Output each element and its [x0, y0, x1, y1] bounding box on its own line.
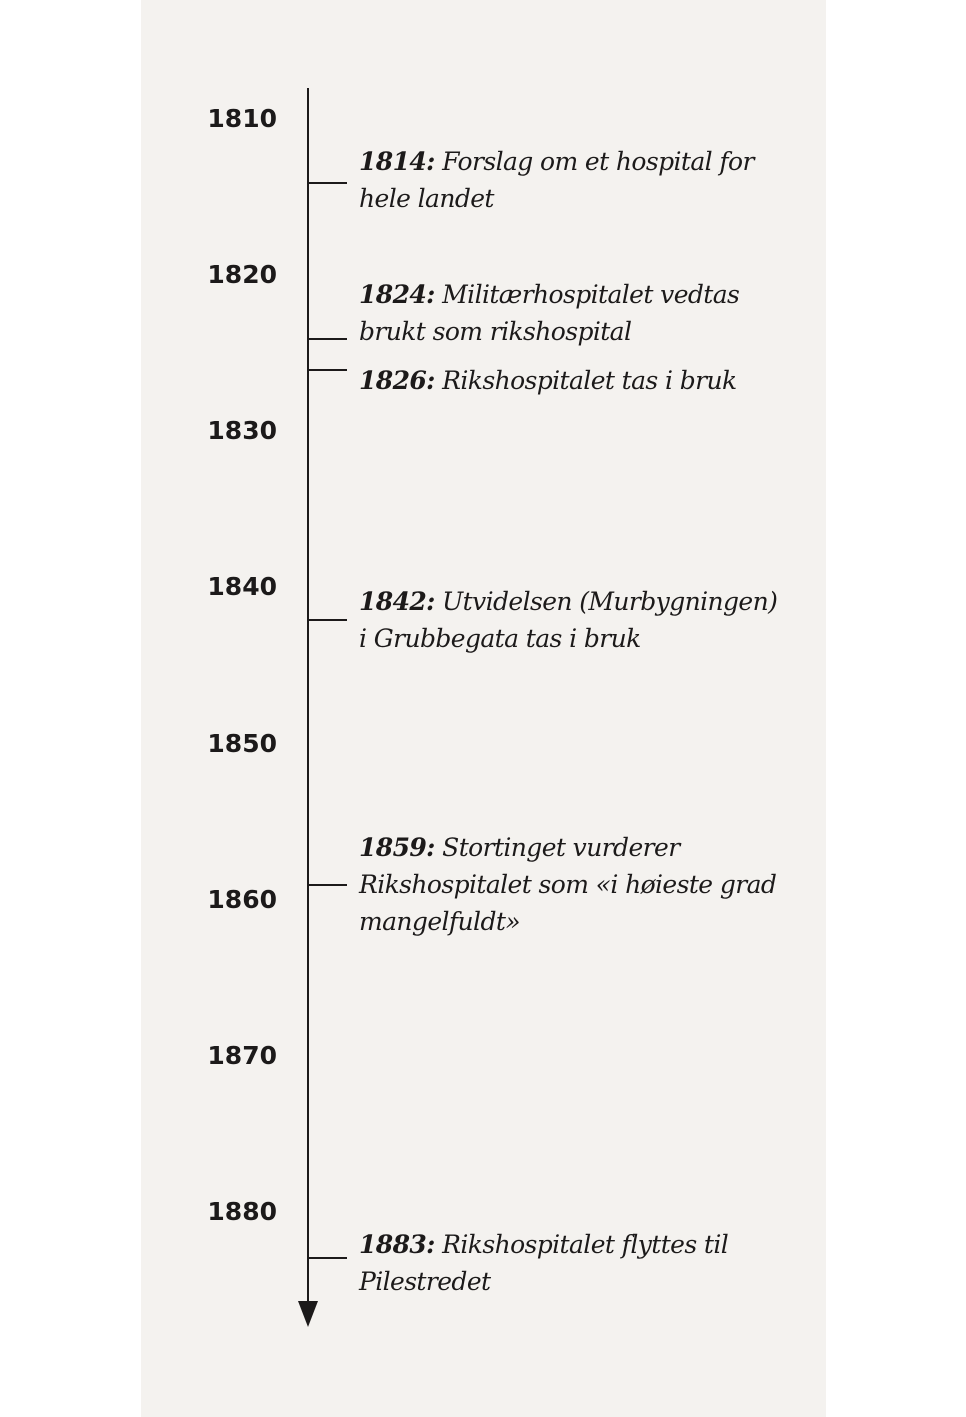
- decade-label: 1810: [207, 104, 277, 133]
- event-tick: [308, 369, 347, 371]
- event-year: 1859:: [359, 833, 435, 862]
- event-text: Utvidelsen (Murbygningen) i Grubbegata tas i bruk: [359, 587, 778, 653]
- event-1824: [359, 276, 779, 350]
- event-tick: [308, 1257, 347, 1259]
- event-1842: [359, 583, 779, 657]
- decade-label: 1860: [207, 885, 277, 914]
- event-text: Stortinget vurderer Rikshospitalet som «i høieste grad mangelfuldt»: [359, 833, 777, 936]
- event-year: 1814:: [359, 147, 435, 176]
- event-year: 1883:: [359, 1230, 435, 1259]
- decade-label: 1870: [207, 1041, 277, 1070]
- event-1883: [359, 1226, 779, 1300]
- event-year: 1842:: [359, 587, 435, 616]
- event-text: Forslag om et hospital for hele landet: [359, 147, 754, 213]
- decade-label: 1840: [207, 572, 277, 601]
- event-1814: [359, 143, 779, 217]
- decade-label: 1850: [207, 729, 277, 758]
- event-text: Rikshospitalet tas i bruk: [442, 366, 737, 395]
- decade-label: 1880: [207, 1197, 277, 1226]
- axis-arrow-down-icon: [298, 1301, 318, 1327]
- decade-label: 1820: [207, 260, 277, 289]
- event-text: Militærhospitalet vedtas brukt som rikshospital: [359, 280, 740, 346]
- timeline-axis: [307, 88, 309, 1303]
- event-tick: [308, 619, 347, 621]
- event-year: 1824:: [359, 280, 435, 309]
- decade-label: 1830: [207, 416, 277, 445]
- event-tick: [308, 182, 347, 184]
- event-text: Rikshospitalet flyttes til Pilestredet: [359, 1230, 729, 1296]
- event-1826: [359, 362, 779, 399]
- event-tick: [308, 338, 347, 340]
- event-year: 1826:: [359, 366, 435, 395]
- event-1859: [359, 829, 779, 940]
- event-tick: [308, 884, 347, 886]
